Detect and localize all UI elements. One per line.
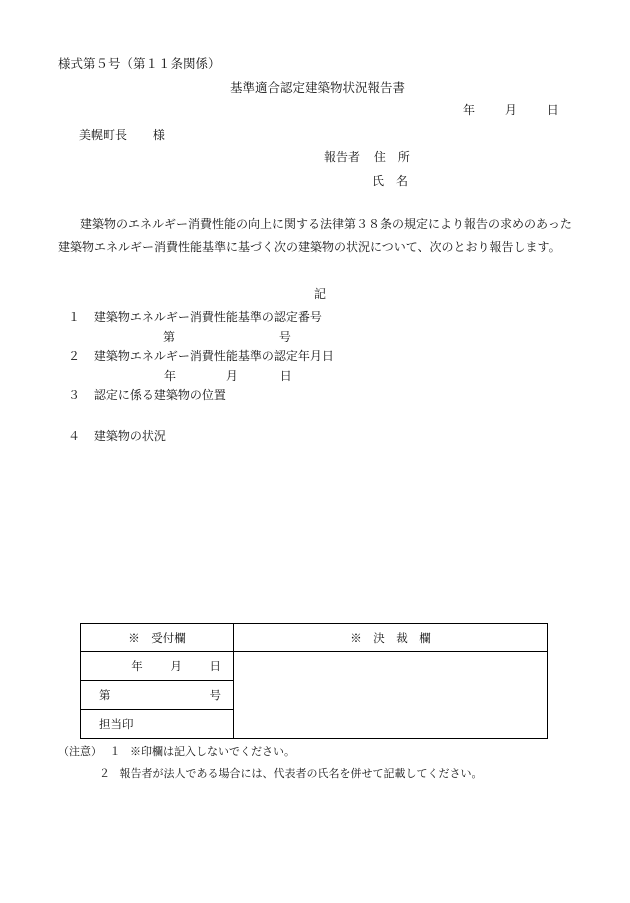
addressee xyxy=(79,127,165,143)
reporter-label: 報告者 xyxy=(324,150,361,164)
item-4 xyxy=(68,428,166,444)
reporter-address xyxy=(324,149,410,165)
reception-number-go: 号 xyxy=(209,688,221,702)
item-label: 建築物エネルギー消費性能基準の認定年月日 xyxy=(93,349,334,363)
body-text: 建築物のエネルギー消費性能の向上に関する法律第３８条の規定により報告の求めのあった建築物エネルギー消費性能基準に基づく次の建築物の状況について、次のとおり報告します。 xyxy=(58,217,572,254)
cert-date-day: 日 xyxy=(279,369,292,383)
page-title: 基準適合認定建築物状況報告書 xyxy=(230,80,406,95)
reception-date-month: 月 xyxy=(170,659,182,673)
form-number: 様式第５号（第１１条関係） xyxy=(58,56,221,71)
note-text: ※印欄は記入しないでください。 xyxy=(130,745,295,758)
item-number: ４ xyxy=(68,429,81,443)
cert-date-year: 年 xyxy=(164,369,177,383)
item-number: ３ xyxy=(68,388,81,402)
note-text: 報告者が法人である場合には、代表者の氏名を併せて記載してください。 xyxy=(119,767,483,780)
reporter-address-label: 住 所 xyxy=(373,150,410,164)
item-number: １ xyxy=(68,310,81,324)
cert-number-line xyxy=(163,329,291,345)
report-date xyxy=(463,102,559,118)
decision-area xyxy=(234,652,548,739)
reception-date-day: 日 xyxy=(209,659,221,673)
item-2 xyxy=(68,348,334,364)
reception-number xyxy=(81,681,234,710)
cert-date-line xyxy=(164,368,292,384)
note-number: ２ xyxy=(99,767,110,780)
notes-label: （注意） xyxy=(58,745,102,758)
note-1 xyxy=(58,741,483,763)
reception-header: ※ 受付欄 xyxy=(81,624,234,652)
notes xyxy=(58,741,483,785)
item-3 xyxy=(68,387,226,403)
addressee-name: 美幌町長 xyxy=(79,128,128,142)
person-in-charge-seal: 担当印 xyxy=(81,710,234,739)
date-year: 年 xyxy=(463,103,476,117)
reception-number-dai: 第 xyxy=(99,688,111,702)
reception-date-year: 年 xyxy=(131,659,143,673)
cert-number-dai: 第 xyxy=(163,330,176,344)
item-number: ２ xyxy=(68,349,81,363)
reception-date xyxy=(81,652,234,681)
date-day: 日 xyxy=(546,103,559,117)
item-label: 建築物の状況 xyxy=(93,429,166,443)
receipt-table xyxy=(80,623,548,739)
note-number: １ xyxy=(109,745,121,758)
item-1 xyxy=(68,309,322,325)
note-2 xyxy=(58,763,483,785)
date-month: 月 xyxy=(504,103,517,117)
ki-label: 記 xyxy=(314,287,327,301)
cert-date-month: 月 xyxy=(225,369,238,383)
item-label: 認定に係る建築物の位置 xyxy=(93,388,226,402)
cert-number-go: 号 xyxy=(278,330,291,344)
decision-header: ※ 決 裁 欄 xyxy=(234,624,548,652)
reporter-name: 氏 名 xyxy=(372,174,409,188)
addressee-honorific: 様 xyxy=(152,128,165,142)
item-label: 建築物エネルギー消費性能基準の認定番号 xyxy=(93,310,322,324)
